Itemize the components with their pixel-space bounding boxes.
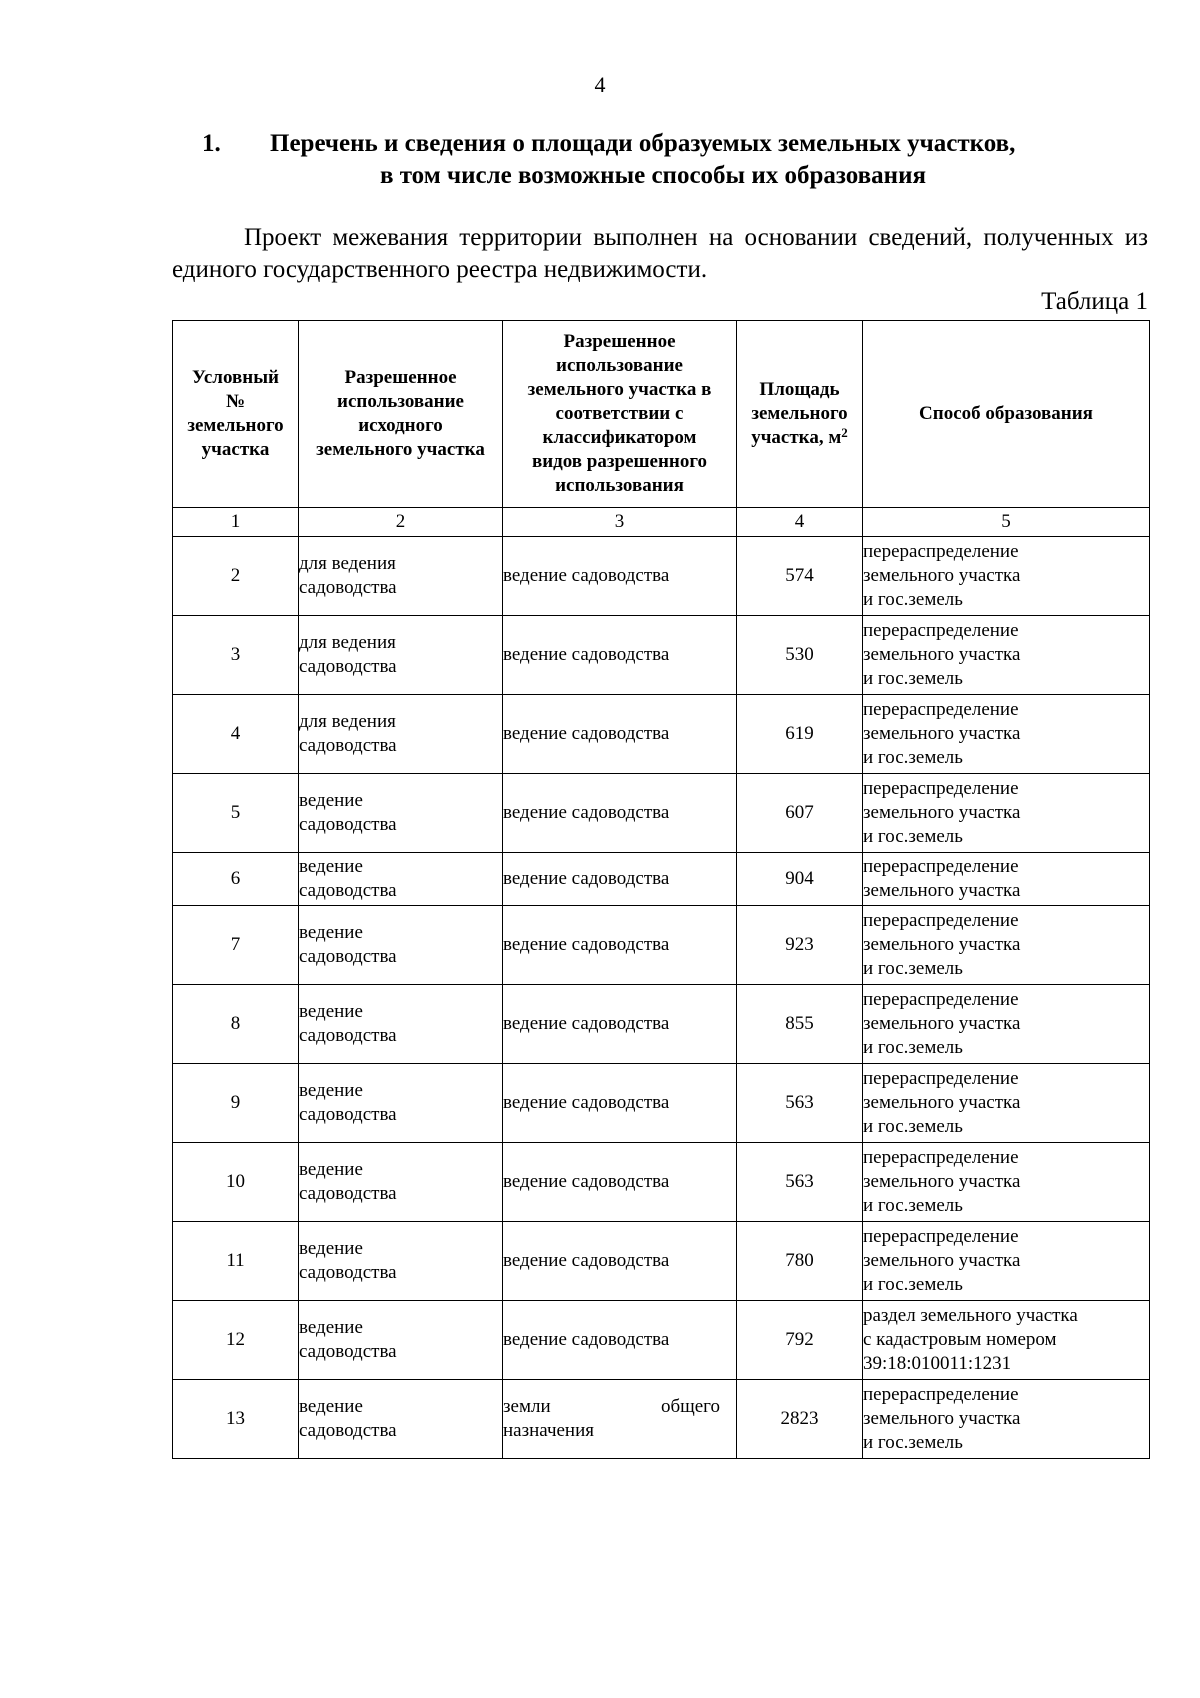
column-number-row xyxy=(173,508,1150,537)
cell-line: для ведения xyxy=(299,632,396,653)
cell-line: земельного участка xyxy=(863,1250,1021,1271)
intro-paragraph: Проект межевания территории выполнен на основании сведений, полученных из единого государственного реестра недвижимости. xyxy=(172,224,1148,283)
cell-line: перераспределение xyxy=(863,1384,1019,1405)
cell-classified-use: ведение садоводства xyxy=(503,1064,737,1143)
cell-line: для ведения xyxy=(299,553,396,574)
cell-line: перераспределение xyxy=(863,1147,1019,1168)
cell-line: с кадастровым номером xyxy=(863,1329,1057,1350)
cell-method xyxy=(863,906,1150,985)
header-line: видов разрешенного xyxy=(531,451,708,472)
cell-method xyxy=(863,537,1150,616)
cell-method xyxy=(863,1064,1150,1143)
cell-line: садоводства xyxy=(299,577,397,598)
land-plots-table xyxy=(172,320,1150,1459)
cell-plot-number: 13 xyxy=(173,1380,299,1459)
cell-line: перераспределение xyxy=(863,1226,1019,1247)
column-number: 1 xyxy=(173,508,299,537)
header-source-use xyxy=(299,321,503,508)
cell-area: 563 xyxy=(737,1064,863,1143)
cell-plot-number: 8 xyxy=(173,985,299,1064)
cell-line: садоводства xyxy=(299,1341,397,1362)
header-line: классификатором xyxy=(542,427,697,448)
cell-classified-use: ведение садоводства xyxy=(503,1222,737,1301)
cell-line: ведение xyxy=(299,1317,363,1338)
cell-source-use xyxy=(299,1222,503,1301)
cell-area: 619 xyxy=(737,695,863,774)
cell-line: садоводства xyxy=(299,1420,397,1441)
cell-line: ведение xyxy=(299,1159,363,1180)
cell-area: 904 xyxy=(737,853,863,906)
header-superscript: 2 xyxy=(841,425,848,440)
header-area xyxy=(737,321,863,508)
table-row xyxy=(173,1064,1150,1143)
cell-source-use xyxy=(299,1064,503,1143)
cell-method xyxy=(863,774,1150,853)
table-row xyxy=(173,1222,1150,1301)
section-title-line2: в том числе возможные способы их образования xyxy=(379,162,926,189)
cell-line: и гос.земель xyxy=(863,1116,963,1137)
cell-line: ведение xyxy=(299,790,363,811)
cell-classified-use: ведение садоводства xyxy=(503,537,737,616)
header-method: Способ образования xyxy=(863,321,1150,508)
cell-line: для ведения xyxy=(299,711,396,732)
cell-classified-use: ведение садоводства xyxy=(503,1301,737,1380)
cell-line: земельного участка xyxy=(863,723,1021,744)
cell-line: садоводства xyxy=(299,1025,397,1046)
header-line: использование xyxy=(337,391,464,412)
table-caption: Таблица 1 xyxy=(1041,288,1148,315)
cell-source-use xyxy=(299,695,503,774)
cell-area: 2823 xyxy=(737,1380,863,1459)
cell-area: 855 xyxy=(737,985,863,1064)
cell-line: ведение xyxy=(299,922,363,943)
cell-line: садоводства xyxy=(299,1262,397,1283)
cell-classified-use: ведение садоводства xyxy=(503,853,737,906)
cell-method xyxy=(863,853,1150,906)
cell-line: земельного участка xyxy=(863,1013,1021,1034)
cell-plot-number: 10 xyxy=(173,1143,299,1222)
cell-word: назначения xyxy=(503,1420,595,1441)
section-number: 1. xyxy=(202,130,221,157)
cell-area: 792 xyxy=(737,1301,863,1380)
header-plot-number xyxy=(173,321,299,508)
header-line: использования xyxy=(555,475,684,496)
cell-line: ведение xyxy=(299,1396,363,1417)
header-line: использование xyxy=(556,355,683,376)
header-classified-use xyxy=(503,321,737,508)
cell-source-use xyxy=(299,985,503,1064)
table-row xyxy=(173,1143,1150,1222)
cell-plot-number: 2 xyxy=(173,537,299,616)
cell-method xyxy=(863,1380,1150,1459)
cell-source-use xyxy=(299,1380,503,1459)
cell-line: земельного участка xyxy=(863,1171,1021,1192)
cell-line: ведение xyxy=(299,1001,363,1022)
cell-classified-use: ведение садоводства xyxy=(503,774,737,853)
column-number: 4 xyxy=(737,508,863,537)
section-title-line1: Перечень и сведения о площади образуемых земельных участков, xyxy=(270,130,1016,157)
cell-line: и гос.земель xyxy=(863,1195,963,1216)
header-line: земельного участка xyxy=(316,439,485,460)
cell-classified-use: ведение садоводства xyxy=(503,1143,737,1222)
header-line: участка, $м^2$ xyxy=(751,425,848,448)
cell-classified-use: ведение садоводства xyxy=(503,906,737,985)
header-line: Условный xyxy=(191,367,279,388)
cell-area: 607 xyxy=(737,774,863,853)
cell-line: садоводства xyxy=(299,656,397,677)
cell-classified-use: ведение садоводства xyxy=(503,985,737,1064)
header-line: Разрешенное xyxy=(563,331,676,352)
table-row xyxy=(173,537,1150,616)
table-row xyxy=(173,906,1150,985)
cell-line xyxy=(503,1419,720,1443)
cell-plot-number: 12 xyxy=(173,1301,299,1380)
cell-plot-number: 5 xyxy=(173,774,299,853)
cell-line: перераспределение xyxy=(863,541,1019,562)
cell-line: и гос.земель xyxy=(863,1037,963,1058)
cell-area: 530 xyxy=(737,616,863,695)
cell-plot-number: 11 xyxy=(173,1222,299,1301)
section-heading xyxy=(172,128,1152,192)
cell-line: и гос.земель xyxy=(863,1274,963,1295)
cell-line: ведение xyxy=(299,1080,363,1101)
table-header-row xyxy=(173,321,1150,508)
cell-line: и гос.земель xyxy=(863,826,963,847)
cell-source-use xyxy=(299,774,503,853)
cell-line: земельного участка xyxy=(863,802,1021,823)
cell-line: садоводства xyxy=(299,1183,397,1204)
cell-word: общего xyxy=(660,1396,720,1417)
cell-line: ведение xyxy=(299,1238,363,1259)
cell-line: садоводства xyxy=(299,1104,397,1125)
header-line: № xyxy=(225,391,246,412)
header-line: соответствии с xyxy=(555,403,684,424)
column-number: 2 xyxy=(299,508,503,537)
cell-source-use xyxy=(299,537,503,616)
cell-line: садоводства xyxy=(299,880,397,901)
cell-method xyxy=(863,985,1150,1064)
table-row xyxy=(173,985,1150,1064)
cell-line: перераспределение xyxy=(863,989,1019,1010)
table-body xyxy=(173,537,1150,1459)
cell-classified-use: ведение садоводства xyxy=(503,616,737,695)
cell-source-use xyxy=(299,616,503,695)
table-row xyxy=(173,853,1150,906)
table-row xyxy=(173,1380,1150,1459)
table-row xyxy=(173,616,1150,695)
cell-area: 563 xyxy=(737,1143,863,1222)
cell-line: перераспределение xyxy=(863,1068,1019,1089)
page-number: 4 xyxy=(594,72,606,97)
cell-line: перераспределение xyxy=(863,778,1019,799)
cell-line: и гос.земель xyxy=(863,747,963,768)
header-line: земельного xyxy=(187,415,284,436)
cell-line: и гос.земель xyxy=(863,1432,963,1453)
cell-source-use xyxy=(299,1143,503,1222)
header-line: земельного участка в xyxy=(527,379,712,400)
table-row xyxy=(173,1301,1150,1380)
cell-area: 780 xyxy=(737,1222,863,1301)
header-line: участка xyxy=(201,439,270,460)
cell-line: перераспределение xyxy=(863,699,1019,720)
cell-line: и гос.земель xyxy=(863,958,963,979)
cell-plot-number: 7 xyxy=(173,906,299,985)
cell-plot-number: 9 xyxy=(173,1064,299,1143)
cell-plot-number: 3 xyxy=(173,616,299,695)
header-line: исходного xyxy=(358,415,443,436)
cell-line: перераспределение xyxy=(863,856,1019,877)
cell-line: 39:18:010011:1231 xyxy=(863,1353,1012,1374)
cell-source-use xyxy=(299,906,503,985)
cell-method xyxy=(863,1301,1150,1380)
cell-line xyxy=(503,1395,720,1419)
column-number: 3 xyxy=(503,508,737,537)
table-row xyxy=(173,774,1150,853)
cell-source-use xyxy=(299,1301,503,1380)
cell-line: и гос.земель xyxy=(863,668,963,689)
cell-line: земельного участка xyxy=(863,644,1021,665)
cell-area: 923 xyxy=(737,906,863,985)
cell-method xyxy=(863,695,1150,774)
cell-plot-number: 6 xyxy=(173,853,299,906)
table-row xyxy=(173,695,1150,774)
cell-source-use xyxy=(299,853,503,906)
header-line: земельного xyxy=(751,403,848,424)
cell-line: земельного участка xyxy=(863,1408,1021,1429)
cell-line: и гос.земель xyxy=(863,589,963,610)
cell-line: перераспределение xyxy=(863,910,1019,931)
column-number: 5 xyxy=(863,508,1150,537)
cell-line: ведение xyxy=(299,856,363,877)
cell-line: земельного участка xyxy=(863,880,1021,901)
cell-method xyxy=(863,1222,1150,1301)
cell-classified-use xyxy=(503,1380,737,1459)
cell-method xyxy=(863,616,1150,695)
cell-line: земельного участка xyxy=(863,934,1021,955)
cell-classified-use: ведение садоводства xyxy=(503,695,737,774)
cell-area: 574 xyxy=(737,537,863,616)
cell-line: раздел земельного участка xyxy=(863,1305,1078,1326)
cell-line: земельного участка xyxy=(863,565,1021,586)
cell-line: перераспределение xyxy=(863,620,1019,641)
header-line: Разрешенное xyxy=(344,367,457,388)
cell-line: садоводства xyxy=(299,814,397,835)
cell-line: садоводства xyxy=(299,946,397,967)
cell-word: земли xyxy=(503,1396,551,1417)
header-line: Площадь xyxy=(759,379,840,400)
cell-plot-number: 4 xyxy=(173,695,299,774)
cell-line: земельного участка xyxy=(863,1092,1021,1113)
cell-line: садоводства xyxy=(299,735,397,756)
cell-method xyxy=(863,1143,1150,1222)
